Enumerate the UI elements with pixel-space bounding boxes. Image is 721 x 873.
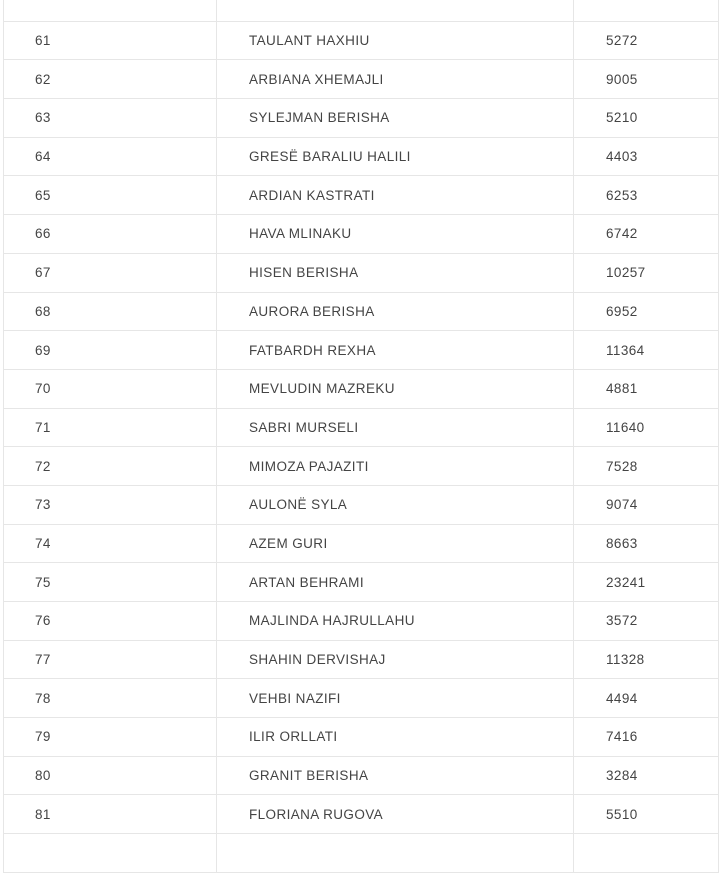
vote-count: 9074 xyxy=(574,485,719,524)
results-table xyxy=(3,0,719,873)
table-row xyxy=(4,640,719,679)
table-row xyxy=(4,679,719,718)
row-number: 73 xyxy=(4,485,217,524)
row-number: 79 xyxy=(4,718,217,757)
candidate-name: AZEM GURI xyxy=(217,524,574,563)
row-number: 61 xyxy=(4,21,217,60)
vote-count: 6952 xyxy=(574,292,719,331)
candidate-name: MAJLINDA HAJRULLAHU xyxy=(217,602,574,641)
table-row xyxy=(4,563,719,602)
candidate-name: MIMOZA PAJAZITI xyxy=(217,447,574,486)
table-row xyxy=(4,21,719,60)
table-row xyxy=(4,524,719,563)
row-number: 77 xyxy=(4,640,217,679)
candidate-name: VEHBI NAZIFI xyxy=(217,679,574,718)
row-number: 65 xyxy=(4,176,217,215)
row-number xyxy=(4,0,217,21)
table-row xyxy=(4,331,719,370)
vote-count: 6742 xyxy=(574,215,719,254)
table-row xyxy=(4,602,719,641)
vote-count: 5272 xyxy=(574,21,719,60)
vote-count: 5510 xyxy=(574,795,719,834)
candidate-name: SHAHIN DERVISHAJ xyxy=(217,640,574,679)
candidate-name: ARBIANA XHEMAJLI xyxy=(217,60,574,99)
vote-count xyxy=(574,0,719,21)
table-row xyxy=(4,253,719,292)
row-number: 76 xyxy=(4,602,217,641)
vote-count: 11328 xyxy=(574,640,719,679)
candidate-name xyxy=(217,834,574,873)
row-number: 63 xyxy=(4,99,217,138)
vote-count: 7416 xyxy=(574,718,719,757)
table-row xyxy=(4,756,719,795)
row-number: 70 xyxy=(4,369,217,408)
vote-count: 8663 xyxy=(574,524,719,563)
candidate-name: ILIR ORLLATI xyxy=(217,718,574,757)
vote-count: 4494 xyxy=(574,679,719,718)
table-row xyxy=(4,60,719,99)
vote-count: 6253 xyxy=(574,176,719,215)
candidate-name: AURORA BERISHA xyxy=(217,292,574,331)
table-row xyxy=(4,176,719,215)
table-row xyxy=(4,795,719,834)
vote-count: 23241 xyxy=(574,563,719,602)
table-row xyxy=(4,0,719,21)
row-number: 69 xyxy=(4,331,217,370)
row-number: 67 xyxy=(4,253,217,292)
candidate-name: TAULANT HAXHIU xyxy=(217,21,574,60)
vote-count: 5210 xyxy=(574,99,719,138)
candidate-name: FATBARDH REXHA xyxy=(217,331,574,370)
candidate-name: FLORIANA RUGOVA xyxy=(217,795,574,834)
candidate-name: ARTAN BEHRAMI xyxy=(217,563,574,602)
vote-count: 10257 xyxy=(574,253,719,292)
candidate-name: ARDIAN KASTRATI xyxy=(217,176,574,215)
table-row xyxy=(4,447,719,486)
table-row xyxy=(4,718,719,757)
row-number: 80 xyxy=(4,756,217,795)
row-number: 81 xyxy=(4,795,217,834)
table-row xyxy=(4,834,719,873)
candidate-name: SABRI MURSELI xyxy=(217,408,574,447)
table-row xyxy=(4,369,719,408)
row-number: 68 xyxy=(4,292,217,331)
vote-count: 9005 xyxy=(574,60,719,99)
candidate-name: MEVLUDIN MAZREKU xyxy=(217,369,574,408)
table-row xyxy=(4,137,719,176)
vote-count: 3284 xyxy=(574,756,719,795)
results-table-body xyxy=(4,0,719,872)
vote-count xyxy=(574,834,719,873)
table-row xyxy=(4,408,719,447)
row-number: 72 xyxy=(4,447,217,486)
vote-count: 3572 xyxy=(574,602,719,641)
vote-count: 11640 xyxy=(574,408,719,447)
candidate-name: AULONË SYLA xyxy=(217,485,574,524)
results-table-container xyxy=(3,0,718,873)
table-row xyxy=(4,292,719,331)
row-number: 64 xyxy=(4,137,217,176)
row-number: 78 xyxy=(4,679,217,718)
candidate-name: GRESË BARALIU HALILI xyxy=(217,137,574,176)
candidate-name xyxy=(217,0,574,21)
candidate-name: HISEN BERISHA xyxy=(217,253,574,292)
vote-count: 11364 xyxy=(574,331,719,370)
candidate-name: HAVA MLINAKU xyxy=(217,215,574,254)
table-row xyxy=(4,215,719,254)
row-number: 66 xyxy=(4,215,217,254)
row-number: 71 xyxy=(4,408,217,447)
table-row xyxy=(4,485,719,524)
vote-count: 4403 xyxy=(574,137,719,176)
row-number: 62 xyxy=(4,60,217,99)
row-number xyxy=(4,834,217,873)
row-number: 75 xyxy=(4,563,217,602)
candidate-name: GRANIT BERISHA xyxy=(217,756,574,795)
vote-count: 4881 xyxy=(574,369,719,408)
table-row xyxy=(4,99,719,138)
row-number: 74 xyxy=(4,524,217,563)
candidate-name: SYLEJMAN BERISHA xyxy=(217,99,574,138)
vote-count: 7528 xyxy=(574,447,719,486)
